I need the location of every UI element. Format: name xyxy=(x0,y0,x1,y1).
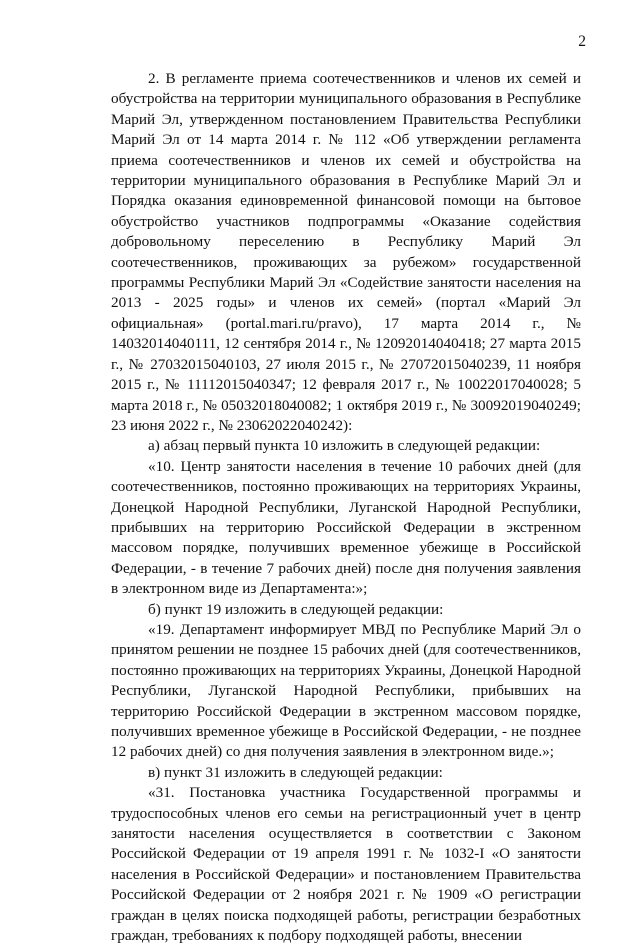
document-body xyxy=(111,69,581,946)
paragraph-item-c: в) пункт 31 изложить в следующей редакции: xyxy=(148,763,443,781)
page-number: 2 xyxy=(578,33,586,50)
paragraph-item-a: а) абзац первый пункта 10 изложить в следующей редакции: xyxy=(148,437,541,455)
paragraph-point-31: «31. Постановка участника Государственной программы и трудоспособных членов его семьи на регистрационный учет в центр занятости населения осуществляется в соответствии с Законом Российской Федерации от 19 апреля 1991 г. № 1032-I «О занятости населения в Российской Федерации» и постановлением Правительства Российской Федерации от 2 ноября 2021 г. № 1909 «О регистрации граждан в целях поиска подходящей работы, регистрации безработных граждан, требованиях к подбору подходящей работы, внесении xyxy=(111,784,581,945)
paragraph-point-10: «10. Центр занятости населения в течение 10 рабочих дней (для соотечественников, постоянно проживающих на территориях Украины, Донецкой Народной Республики, Луганской Народной Республики, прибывших на территорию Российской Федерации в экстренном массовом порядке, получивших временное убежище в Российской Федерации, - в течение 7 рабочих дней) после дня получения заявления в электронном виде из Департамента:»; xyxy=(111,457,581,598)
paragraph-item-b: б) пункт 19 изложить в следующей редакции: xyxy=(148,600,444,618)
paragraph-point-19: «19. Департамент информирует МВД по Республике Марий Эл о принятом решении не позднее 15 рабочих дней (для соотечественников, постоянно проживающих на территориях Украины, Донецкой Народной Республики, Луганской Народной Республики, прибывших на территорию Российской Федерации в экстренном массовом порядке, получивших временное убежище в Российской Федерации, - не позднее 12 рабочих дней) со дня получения заявления в электронном виде.»; xyxy=(111,620,581,761)
paragraph-amendment-intro: 2. В регламенте приема соотечественников и членов их семей и обустройства на территории муниципального образования в Республике Марий Эл, утвержденном постановлением Правительства Республики Марий Эл от 14 марта 2014 г. № 112 «Об утверждении регламента приема соотечественников и членов их семей и обустройства на территории муниципального образования в Республике Марий Эл и Порядка оказания единовременной финансовой помощи на бытовое обустройство участников подпрограммы «Оказание содействия добровольному переселению в Республику Марий Эл соотечественников, проживающих за рубежом» государственной программы Республики Марий Эл «Содействие занятости населения на 2013 - 2025 годы» и членов их семей» (портал «Марий Эл официальная» (portal.mari.ru/pravo), 17 марта 2014 г., № 14032014040111, 12 сентября 2014 г., № 12092014040418; 27 марта 2015 г., № 27032015040103, 27 июля 2015 г., № 27072015040239, 11 ноября 2015 г., № 11112015040347; 12 февраля 2017 г., № 10022017040028; 5 марта 2018 г., № 05032018040082; 1 октября 2019 г., № 30092019040249; 23 июня 2022 г., № 23062022040242): xyxy=(111,70,581,434)
